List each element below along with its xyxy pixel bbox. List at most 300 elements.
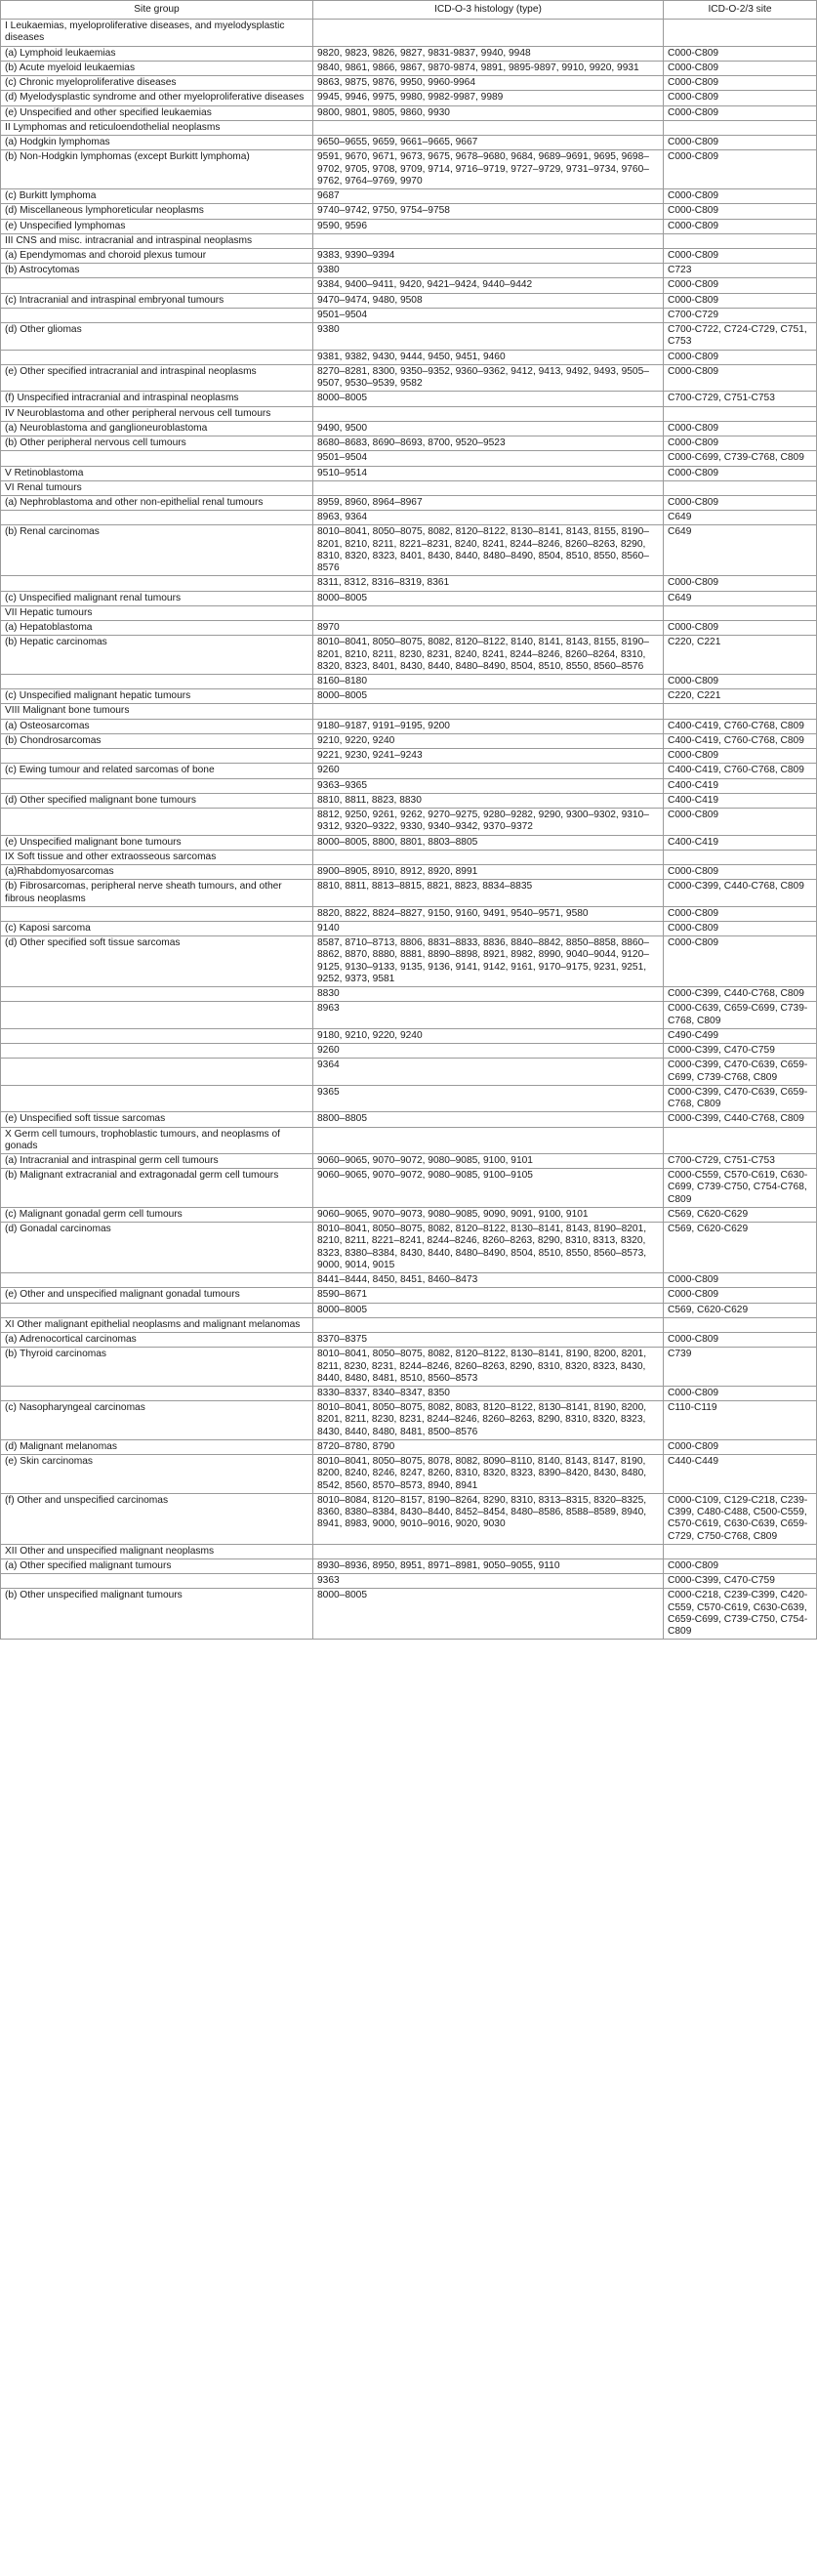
site-code-cell: C400-C419 — [664, 778, 817, 793]
histology-cell: 9510–9514 — [313, 466, 664, 480]
site-code-cell: C000-C809 — [664, 248, 817, 263]
table-row — [1, 1401, 817, 1440]
site-group-cell: (b) Malignant extracranial and extragonadal germ cell tumours — [1, 1169, 313, 1208]
histology-cell: 9140 — [313, 922, 664, 936]
site-code-cell: C000-C809 — [664, 1333, 817, 1348]
histology-cell: 9501–9504 — [313, 451, 664, 466]
table-row — [1, 189, 817, 204]
site-code-cell: C490-C499 — [664, 1028, 817, 1043]
group-heading-row — [1, 1544, 817, 1558]
histology-cell: 8010–8084, 8120–8157, 8190–8264, 8290, 8310, 8313–8315, 8320–8325, 8360, 8380–8384, 8430–8440, 8452–8454, 8480–8586, 8588–8589, 8940, 8941, 8983, 9000, 9010–9016, 9020, 9030 — [313, 1493, 664, 1544]
site-group-cell — [1, 511, 313, 525]
site-group-cell — [1, 1303, 313, 1317]
table-row — [1, 150, 817, 189]
site-code-cell: C000-C559, C570-C619, C630-C699, C739-C750, C754-C768, C809 — [664, 1169, 817, 1208]
histology-cell: 9221, 9230, 9241–9243 — [313, 749, 664, 764]
histology-cell: 9470–9474, 9480, 9508 — [313, 293, 664, 308]
site-code-cell: C700-C729 — [664, 308, 817, 322]
site-code-cell: C000-C399, C440-C768, C809 — [664, 880, 817, 906]
table-row — [1, 865, 817, 880]
site-group-cell: IX Soft tissue and other extraosseous sarcomas — [1, 850, 313, 864]
histology-cell: 8010–8041, 8050–8075, 8082, 8120–8122, 8130–8141, 8143, 8155, 8190–8201, 8210, 8211, 8221–8231, 8240, 8241, 8244–8246, 8260–8263, 8290, 8310, 8320, 8323, 8401, 8430, 8440, 8480–8490, 8504, 8510, 8550, 8560–8576 — [313, 525, 664, 576]
site-code-cell — [664, 406, 817, 421]
table-row — [1, 511, 817, 525]
table-row — [1, 749, 817, 764]
table-row — [1, 364, 817, 391]
histology-cell — [313, 1317, 664, 1332]
site-code-cell: C000-C809 — [664, 278, 817, 293]
table-row — [1, 591, 817, 605]
histology-cell — [313, 406, 664, 421]
site-code-cell: C569, C620-C629 — [664, 1303, 817, 1317]
site-group-cell — [1, 1028, 313, 1043]
histology-cell — [313, 480, 664, 495]
site-code-cell: C000-C809 — [664, 61, 817, 75]
site-code-cell: C000-C639, C659-C699, C739-C768, C809 — [664, 1002, 817, 1028]
histology-cell: 8820, 8822, 8824–8827, 9150, 9160, 9491, 9540–9571, 9580 — [313, 906, 664, 921]
histology-cell: 8010–8041, 8050–8075, 8082, 8083, 8120–8122, 8130–8141, 8190, 8200, 8201, 8211, 8230, 8231, 8244–8246, 8260–8263, 8290, 8310, 8320, 8323, 8430, 8440, 8480, 8481, 8500–8576 — [313, 1401, 664, 1440]
site-group-cell — [1, 906, 313, 921]
site-group-cell — [1, 1273, 313, 1288]
site-code-cell: C000-C809 — [664, 675, 817, 689]
site-code-cell: C000-C809 — [664, 105, 817, 120]
site-group-cell — [1, 675, 313, 689]
group-heading-row — [1, 704, 817, 719]
site-group-cell — [1, 278, 313, 293]
site-code-cell: C000-C809 — [664, 91, 817, 105]
site-group-cell: (b) Non-Hodgkin lymphomas (except Burkitt lymphoma) — [1, 150, 313, 189]
site-group-cell: (e) Skin carcinomas — [1, 1455, 313, 1494]
site-code-cell: C000-C399, C470-C639, C659-C699, C739-C768, C809 — [664, 1059, 817, 1085]
table-row — [1, 293, 817, 308]
histology-cell: 9380 — [313, 323, 664, 350]
site-code-cell — [664, 120, 817, 135]
histology-cell: 8010–8041, 8050–8075, 8082, 8120–8122, 8140, 8141, 8143, 8155, 8190–8201, 8210, 8211, 8230, 8231, 8240, 8241, 8244–8246, 8260–8264, 8310, 8320, 8323, 8401, 8430, 8440, 8480–8490, 8504, 8510, 8550, 8560–8576 — [313, 636, 664, 675]
site-group-cell: VII Hepatic tumours — [1, 605, 313, 620]
site-group-cell: (a) Other specified malignant tumours — [1, 1559, 313, 1574]
header-histology: ICD-O-3 histology (type) — [313, 1, 664, 20]
histology-cell: 9210, 9220, 9240 — [313, 733, 664, 748]
site-code-cell: C000-C809 — [664, 364, 817, 391]
site-code-cell: C400-C419, C760-C768, C809 — [664, 733, 817, 748]
table-row — [1, 1455, 817, 1494]
site-group-cell — [1, 778, 313, 793]
table-row — [1, 1059, 817, 1085]
site-code-cell: C400-C419, C760-C768, C809 — [664, 764, 817, 778]
site-group-cell: (c) Burkitt lymphoma — [1, 189, 313, 204]
table-row — [1, 1288, 817, 1303]
site-group-cell: (c) Chronic myeloproliferative diseases — [1, 76, 313, 91]
site-code-cell — [664, 1127, 817, 1153]
site-code-cell — [664, 1317, 817, 1332]
histology-cell: 8810, 8811, 8823, 8830 — [313, 793, 664, 808]
site-group-cell: (d) Gonadal carcinomas — [1, 1223, 313, 1273]
table-row — [1, 1085, 817, 1111]
histology-cell: 8970 — [313, 621, 664, 636]
table-row — [1, 1044, 817, 1059]
site-group-cell: (a) Nephroblastoma and other non-epithelial renal tumours — [1, 495, 313, 510]
histology-cell: 8680–8683, 8690–8693, 8700, 9520–9523 — [313, 436, 664, 451]
table-row — [1, 76, 817, 91]
site-code-cell: C000-C809 — [664, 621, 817, 636]
site-group-cell: (d) Other specified malignant bone tumours — [1, 793, 313, 808]
site-group-cell: (b) Other peripheral nervous cell tumours — [1, 436, 313, 451]
table-row — [1, 451, 817, 466]
histology-cell: 9363 — [313, 1574, 664, 1589]
histology-cell: 8810, 8811, 8813–8815, 8821, 8823, 8834–8835 — [313, 880, 664, 906]
table-row — [1, 1223, 817, 1273]
site-code-cell: C000-C809 — [664, 749, 817, 764]
site-code-cell: C000-C809 — [664, 189, 817, 204]
table-row — [1, 61, 817, 75]
histology-cell: 8311, 8312, 8316–8319, 8361 — [313, 576, 664, 591]
histology-cell: 9490, 9500 — [313, 421, 664, 436]
histology-cell: 8963 — [313, 1002, 664, 1028]
header-row — [1, 1, 817, 20]
site-code-cell: C000-C809 — [664, 936, 817, 987]
histology-cell: 9380 — [313, 264, 664, 278]
site-group-cell — [1, 1574, 313, 1589]
site-code-cell: C000-C699, C739-C768, C809 — [664, 451, 817, 466]
site-code-cell: C440-C449 — [664, 1455, 817, 1494]
table-row — [1, 1439, 817, 1454]
table-row — [1, 1574, 817, 1589]
site-code-cell — [664, 850, 817, 864]
table-row — [1, 1493, 817, 1544]
histology-cell: 9363–9365 — [313, 778, 664, 793]
site-group-cell — [1, 451, 313, 466]
site-group-cell: (c) Unspecified malignant renal tumours — [1, 591, 313, 605]
site-code-cell: C700-C729, C751-C753 — [664, 1153, 817, 1168]
site-group-cell: (d) Other gliomas — [1, 323, 313, 350]
site-group-cell — [1, 1085, 313, 1111]
table-row — [1, 906, 817, 921]
table-row — [1, 764, 817, 778]
histology-cell — [313, 233, 664, 248]
site-group-cell: (c) Ewing tumour and related sarcomas of bone — [1, 764, 313, 778]
histology-cell: 9650–9655, 9659, 9661–9665, 9667 — [313, 136, 664, 150]
site-code-cell: C000-C399, C440-C768, C809 — [664, 1112, 817, 1127]
site-code-cell: C000-C399, C470-C639, C659-C768, C809 — [664, 1085, 817, 1111]
histology-cell: 9945, 9946, 9975, 9980, 9982-9987, 9989 — [313, 91, 664, 105]
site-group-cell — [1, 809, 313, 835]
table-row — [1, 835, 817, 850]
site-group-cell: (d) Miscellaneous lymphoreticular neoplasms — [1, 204, 313, 219]
histology-cell: 9060–9065, 9070–9072, 9080–9085, 9100–9105 — [313, 1169, 664, 1208]
histology-cell: 9060–9065, 9070–9073, 9080–9085, 9090, 9091, 9100, 9101 — [313, 1207, 664, 1222]
site-group-cell: (d) Other specified soft tissue sarcomas — [1, 936, 313, 987]
table-row — [1, 219, 817, 233]
site-group-cell — [1, 576, 313, 591]
table-row — [1, 1028, 817, 1043]
site-group-cell: X Germ cell tumours, trophoblastic tumours, and neoplasms of gonads — [1, 1127, 313, 1153]
header-site-code: ICD-O-2/3 site — [664, 1, 817, 20]
table-row — [1, 1559, 817, 1574]
histology-cell: 8010–8041, 8050–8075, 8082, 8120–8122, 8130–8141, 8190, 8200, 8201, 8211, 8230, 8231, 8244–8246, 8260–8263, 8290, 8310, 8320, 8323, 8430, 8440, 8480, 8481, 8510, 8560–8573 — [313, 1348, 664, 1387]
site-code-cell: C000-C809 — [664, 293, 817, 308]
histology-cell: 9384, 9400–9411, 9420, 9421–9424, 9440–9442 — [313, 278, 664, 293]
histology-cell: 8330–8337, 8340–8347, 8350 — [313, 1386, 664, 1400]
histology-cell: 9260 — [313, 1044, 664, 1059]
site-code-cell: C000-C809 — [664, 495, 817, 510]
table-row — [1, 1153, 817, 1168]
group-heading-row — [1, 850, 817, 864]
site-group-cell: (e) Unspecified and other specified leukaemias — [1, 105, 313, 120]
site-group-cell: (a) Neuroblastoma and ganglioneuroblastoma — [1, 421, 313, 436]
site-group-cell: (f) Other and unspecified carcinomas — [1, 1493, 313, 1544]
site-code-cell: C000-C809 — [664, 136, 817, 150]
histology-cell: 9180, 9210, 9220, 9240 — [313, 1028, 664, 1043]
site-code-cell — [664, 1544, 817, 1558]
table-row — [1, 392, 817, 406]
table-row — [1, 1303, 817, 1317]
histology-cell: 9840, 9861, 9866, 9867, 9870-9874, 9891, 9895-9897, 9910, 9920, 9931 — [313, 61, 664, 75]
histology-cell: 8590–8671 — [313, 1288, 664, 1303]
site-code-cell: C000-C809 — [664, 1439, 817, 1454]
site-group-cell: VIII Malignant bone tumours — [1, 704, 313, 719]
site-group-cell: (e) Other specified intracranial and intraspinal neoplasms — [1, 364, 313, 391]
table-row — [1, 1348, 817, 1387]
site-code-cell: C000-C809 — [664, 150, 817, 189]
site-group-cell: (e) Unspecified soft tissue sarcomas — [1, 1112, 313, 1127]
site-group-cell: (b) Chondrosarcomas — [1, 733, 313, 748]
site-group-cell: XII Other and unspecified malignant neoplasms — [1, 1544, 313, 1558]
table-row — [1, 91, 817, 105]
table-row — [1, 204, 817, 219]
site-group-cell — [1, 308, 313, 322]
histology-cell: 8000–8005 — [313, 1303, 664, 1317]
table-row — [1, 733, 817, 748]
site-group-cell: (c) Nasopharyngeal carcinomas — [1, 1401, 313, 1440]
site-group-cell: (c) Malignant gonadal germ cell tumours — [1, 1207, 313, 1222]
histology-cell: 8000–8005 — [313, 591, 664, 605]
site-group-cell: (a) Hepatoblastoma — [1, 621, 313, 636]
table-row — [1, 278, 817, 293]
site-code-cell: C000-C809 — [664, 436, 817, 451]
site-group-cell: (c) Intracranial and intraspinal embryonal tumours — [1, 293, 313, 308]
table-row — [1, 936, 817, 987]
site-group-cell: I Leukaemias, myeloproliferative diseases, and myelodysplastic diseases — [1, 20, 313, 46]
site-group-cell: II Lymphomas and reticuloendothelial neoplasms — [1, 120, 313, 135]
site-code-cell: C400-C419 — [664, 793, 817, 808]
histology-cell: 9863, 9875, 9876, 9950, 9960-9964 — [313, 76, 664, 91]
table-row — [1, 525, 817, 576]
site-code-cell: C000-C809 — [664, 350, 817, 364]
site-group-cell: IV Neuroblastoma and other peripheral nervous cell tumours — [1, 406, 313, 421]
site-code-cell: C000-C218, C239-C399, C420-C559, C570-C619, C630-C639, C659-C699, C739-C750, C754-C809 — [664, 1589, 817, 1640]
histology-cell: 8370–8375 — [313, 1333, 664, 1348]
histology-cell: 9381, 9382, 9430, 9444, 9450, 9451, 9460 — [313, 350, 664, 364]
site-code-cell: C000-C809 — [664, 809, 817, 835]
site-code-cell: C110-C119 — [664, 1401, 817, 1440]
table-row — [1, 323, 817, 350]
site-group-cell: (b) Acute myeloid leukaemias — [1, 61, 313, 75]
histology-cell: 8830 — [313, 987, 664, 1002]
site-code-cell: C649 — [664, 511, 817, 525]
site-group-cell: (b) Fibrosarcomas, peripheral nerve sheath tumours, and other fibrous neoplasms — [1, 880, 313, 906]
table-row — [1, 105, 817, 120]
site-group-cell: (a) Intracranial and intraspinal germ cell tumours — [1, 1153, 313, 1168]
site-group-cell — [1, 1044, 313, 1059]
site-code-cell: C000-C809 — [664, 46, 817, 61]
site-group-cell: VI Renal tumours — [1, 480, 313, 495]
histology-cell: 8720–8780, 8790 — [313, 1439, 664, 1454]
group-heading-row — [1, 1317, 817, 1332]
group-heading-row — [1, 120, 817, 135]
histology-cell: 9687 — [313, 189, 664, 204]
table-row — [1, 421, 817, 436]
group-heading-row — [1, 480, 817, 495]
site-code-cell: C000-C809 — [664, 466, 817, 480]
site-group-cell — [1, 1002, 313, 1028]
header-site-group: Site group — [1, 1, 313, 20]
table-row — [1, 689, 817, 704]
site-group-cell: (f) Unspecified intracranial and intraspinal neoplasms — [1, 392, 313, 406]
histology-cell: 9590, 9596 — [313, 219, 664, 233]
histology-cell: 8963, 9364 — [313, 511, 664, 525]
site-code-cell: C649 — [664, 591, 817, 605]
site-code-cell: C000-C809 — [664, 865, 817, 880]
histology-cell: 9383, 9390–9394 — [313, 248, 664, 263]
histology-cell — [313, 1544, 664, 1558]
group-heading-row — [1, 20, 817, 46]
table-row — [1, 350, 817, 364]
histology-cell: 8800–8805 — [313, 1112, 664, 1127]
table-row — [1, 46, 817, 61]
table-row — [1, 1386, 817, 1400]
histology-cell: 8959, 8960, 8964–8967 — [313, 495, 664, 510]
histology-cell: 8587, 8710–8713, 8806, 8831–8833, 8836, 8840–8842, 8850–8858, 8860–8862, 8870, 8880, 8881, 8890–8898, 8921, 8982, 8990, 9040–9044, 9120–9125, 9130–9133, 9135, 9136, 9141, 9142, 9161, 9170–9175, 9231, 9251, 9252, 9373, 9581 — [313, 936, 664, 987]
site-group-cell: (c) Unspecified malignant hepatic tumours — [1, 689, 313, 704]
table-row — [1, 880, 817, 906]
table-body — [1, 20, 817, 1640]
site-group-cell: (a) Osteosarcomas — [1, 719, 313, 733]
table-row — [1, 809, 817, 835]
site-code-cell — [664, 480, 817, 495]
table-row — [1, 466, 817, 480]
site-group-cell: V Retinoblastoma — [1, 466, 313, 480]
site-group-cell — [1, 350, 313, 364]
table-row — [1, 778, 817, 793]
group-heading-row — [1, 1127, 817, 1153]
site-group-cell: (b) Thyroid carcinomas — [1, 1348, 313, 1387]
site-group-cell: (a) Lymphoid leukaemias — [1, 46, 313, 61]
site-code-cell: C220, C221 — [664, 636, 817, 675]
site-code-cell: C569, C620-C629 — [664, 1207, 817, 1222]
histology-cell: 8010–8041, 8050–8075, 8078, 8082, 8090–8110, 8140, 8143, 8147, 8190, 8200, 8240, 8246, 8247, 8260, 8310, 8320, 8323, 8390–8420, 8430, 8480, 8542, 8560, 8570–8573, 8940, 8941 — [313, 1455, 664, 1494]
table-row — [1, 308, 817, 322]
histology-cell: 8900–8905, 8910, 8912, 8920, 8991 — [313, 865, 664, 880]
site-code-cell: C700-C722, C724-C729, C751, C753 — [664, 323, 817, 350]
site-code-cell: C000-C809 — [664, 1386, 817, 1400]
site-code-cell: C000-C809 — [664, 576, 817, 591]
histology-cell: 8930–8936, 8950, 8951, 8971–8981, 9050–9055, 9110 — [313, 1559, 664, 1574]
histology-cell — [313, 605, 664, 620]
site-group-cell: (a)Rhabdomyosarcomas — [1, 865, 313, 880]
table-row — [1, 922, 817, 936]
histology-cell: 9364 — [313, 1059, 664, 1085]
site-code-cell: C649 — [664, 525, 817, 576]
histology-cell: 9820, 9823, 9826, 9827, 9831-9837, 9940, 9948 — [313, 46, 664, 61]
site-code-cell: C000-C809 — [664, 922, 817, 936]
table-row — [1, 987, 817, 1002]
table-row — [1, 1207, 817, 1222]
site-group-cell: (e) Other and unspecified malignant gonadal tumours — [1, 1288, 313, 1303]
site-group-cell: (e) Unspecified malignant bone tumours — [1, 835, 313, 850]
site-code-cell: C000-C399, C470-C759 — [664, 1044, 817, 1059]
histology-cell: 9591, 9670, 9671, 9673, 9675, 9678–9680, 9684, 9689–9691, 9695, 9698–9702, 9705, 9708, 9709, 9714, 9716–9719, 9727–9729, 9731–9734, 9760–9762, 9764–9769, 9970 — [313, 150, 664, 189]
table-row — [1, 495, 817, 510]
table-row — [1, 793, 817, 808]
site-group-cell: (a) Ependymomas and choroid plexus tumour — [1, 248, 313, 263]
histology-cell: 8270–8281, 8300, 9350–9352, 9360–9362, 9412, 9413, 9492, 9493, 9505–9507, 9530–9539, 9582 — [313, 364, 664, 391]
site-group-cell: (d) Malignant melanomas — [1, 1439, 313, 1454]
site-group-cell — [1, 1059, 313, 1085]
table-row — [1, 264, 817, 278]
histology-cell — [313, 850, 664, 864]
site-group-cell: (b) Other unspecified malignant tumours — [1, 1589, 313, 1640]
group-heading-row — [1, 233, 817, 248]
histology-cell: 8000–8005 — [313, 392, 664, 406]
histology-cell — [313, 1127, 664, 1153]
site-group-cell: (b) Astrocytomas — [1, 264, 313, 278]
site-code-cell: C569, C620-C629 — [664, 1223, 817, 1273]
histology-cell: 9501–9504 — [313, 308, 664, 322]
histology-cell: 8000–8005 — [313, 1589, 664, 1640]
site-code-cell: C220, C221 — [664, 689, 817, 704]
site-group-cell: XI Other malignant epithelial neoplasms and malignant melanomas — [1, 1317, 313, 1332]
site-group-cell: (d) Myelodysplastic syndrome and other myeloproliferative diseases — [1, 91, 313, 105]
histology-cell — [313, 704, 664, 719]
table-row — [1, 136, 817, 150]
site-group-cell: (a) Adrenocortical carcinomas — [1, 1333, 313, 1348]
site-code-cell: C000-C809 — [664, 1559, 817, 1574]
histology-cell: 8441–8444, 8450, 8451, 8460–8473 — [313, 1273, 664, 1288]
site-group-cell: (e) Unspecified lymphomas — [1, 219, 313, 233]
site-code-cell: C000-C809 — [664, 219, 817, 233]
site-code-cell: C000-C809 — [664, 204, 817, 219]
histology-cell: 8000–8005, 8800, 8801, 8803–8805 — [313, 835, 664, 850]
table-row — [1, 1112, 817, 1127]
table-row — [1, 1002, 817, 1028]
site-group-cell — [1, 749, 313, 764]
site-code-cell: C000-C809 — [664, 1273, 817, 1288]
site-code-cell: C400-C419, C760-C768, C809 — [664, 719, 817, 733]
table-row — [1, 1333, 817, 1348]
site-group-cell — [1, 1386, 313, 1400]
site-code-cell: C000-C809 — [664, 421, 817, 436]
site-code-cell: C000-C399, C440-C768, C809 — [664, 987, 817, 1002]
histology-cell — [313, 120, 664, 135]
site-code-cell: C000-C809 — [664, 1288, 817, 1303]
table-row — [1, 719, 817, 733]
histology-cell: 8000–8005 — [313, 689, 664, 704]
site-code-cell: C739 — [664, 1348, 817, 1387]
table-row — [1, 621, 817, 636]
histology-cell: 9800, 9801, 9805, 9860, 9930 — [313, 105, 664, 120]
site-code-cell: C000-C109, C129-C218, C239-C399, C480-C488, C500-C559, C570-C619, C630-C639, C659-C729, C750-C768, C809 — [664, 1493, 817, 1544]
site-group-cell: (a) Hodgkin lymphomas — [1, 136, 313, 150]
site-code-cell: C000-C809 — [664, 76, 817, 91]
site-code-cell: C700-C729, C751-C753 — [664, 392, 817, 406]
histology-cell: 9740–9742, 9750, 9754–9758 — [313, 204, 664, 219]
site-code-cell: C000-C399, C470-C759 — [664, 1574, 817, 1589]
site-code-cell: C000-C809 — [664, 906, 817, 921]
table-row — [1, 675, 817, 689]
site-group-cell: (b) Renal carcinomas — [1, 525, 313, 576]
histology-cell: 9180–9187, 9191–9195, 9200 — [313, 719, 664, 733]
histology-cell — [313, 20, 664, 46]
